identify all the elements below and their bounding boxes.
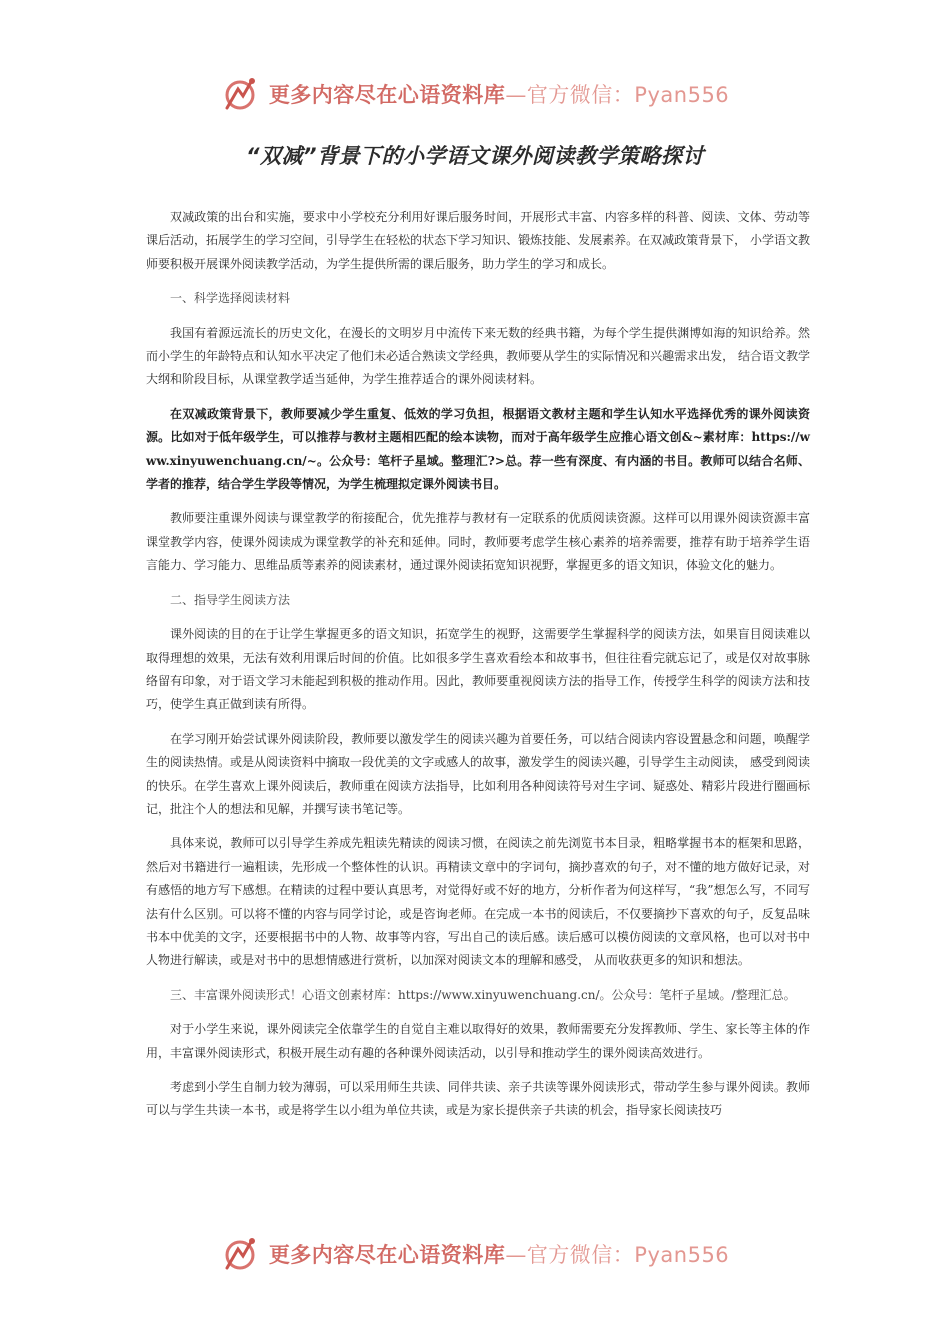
- section-heading: 一、科学选择阅读材料: [170, 291, 291, 306]
- paragraph: 对于小学生来说，课外阅读完全依靠学生的自觉自主难以取得好的效果，教师需要充分发挥教师、学生、家长等主体的作用，丰富课外阅读形式，积极开展生动有趣的各种课外阅读活动，以引导和推动学生的课外阅读高效进行。: [146, 1022, 810, 1060]
- paragraph: 双减政策的出台和实施，要求中小学校充分利用好课后服务时间，开展形式丰富、内容多样的科普、阅读、文体、劳动等课后活动，拓展学生的学习空间，引导学生在轻松的状态下学习知识、锻炼技能、发展素养。在双减政策背景下， 小学语文教师要积极开展课外阅读教学活动，为学生提供所需的课后服务，助力学生的学习和成长。: [146, 210, 810, 271]
- document-body: [146, 206, 810, 1134]
- brand-logo-icon: [221, 74, 263, 114]
- header-banner: [0, 74, 950, 114]
- paragraph: 教师要注重课外阅读与课堂教学的衔接配合，优先推荐与教材有一定联系的优质阅读资源。这样可以用课外阅读资源丰富课堂教学内容，使课外阅读成为课堂教学的补充和延伸。同时，教师要考虑学生核心素养的培养需要，推荐有助于培养学生语言能力、学习能力、思维品质等素养的阅读素材，通过课外阅读拓宽知识视野，掌握更多的语文知识，体验文化的魅力。: [146, 511, 810, 573]
- brand-logo-icon: [221, 1234, 263, 1274]
- footer-banner: [0, 1234, 950, 1274]
- section-heading: 二、指导学生阅读方法: [170, 592, 291, 607]
- paragraph: 课外阅读的目的在于让学生掌握更多的语文知识，拓宽学生的视野，这需要学生掌握科学的阅读方法，如果盲目阅读难以取得理想的效果，无法有效利用课后时间的价值。比如很多学生喜欢看绘本和故事书，但往往看完就忘记了，或是仅对故事脉络留有印象，对于语文学习未能起到积极的推动作用。因此，教师要重视阅读方法的指导工作，传授学生科学的阅读方法和技巧，使学生真正做到读有所得。: [146, 627, 810, 712]
- banner-text: 更多内容尽在心语资料库—官方微信：Pyan556: [268, 83, 730, 107]
- paragraph: 具体来说，教师可以引导学生养成先粗读先精读的阅读习惯，在阅读之前先浏览书本目录，粗略掌握书本的框架和思路，然后对书籍进行一遍粗读，先形成一个整体性的认识。再精读文章中的字词句，摘抄喜欢的句子，对不懂的地方做好记录，对有感悟的地方写下感想。在精读的过程中要认真思考，对觉得好或不好的地方，分析作者为何这样写，“我”想怎么写，不同写法有什么区别。可以将不懂的内容与同学讨论，或是咨询老师。在完成一本书的阅读后，不仅要摘抄下喜欢的句子，反复品味书本中优美的文字，还要根据书中的人物、故事等内容，写出自己的读后感。读后感可以模仿阅读的文章风格，也可以对书中人物进行解读，或是对书中的思想情感进行赏析，以加深对阅读文本的理解和感受， 从而收获更多的知识和想法。: [146, 836, 810, 968]
- paragraph: 在学习刚开始尝试课外阅读阶段，教师要以激发学生的阅读兴趣为首要任务，可以结合阅读内容设置悬念和问题，唤醒学生的阅读热情。或是从阅读资料中摘取一段优美的文字或感人的故事，激发学生的阅读兴趣，引导学生主动阅读， 感受到阅读的快乐。在学生喜欢上课外阅读后，教师重在阅读方法指导，比如利用各种阅读符号对生字词、疑惑处、精彩片段进行圈画标记，批注个人的想法和见解，并撰写读书笔记等。: [146, 731, 810, 816]
- paragraph: 我国有着源远流长的历史文化，在漫长的文明岁月中流传下来无数的经典书籍，为每个学生提供渊博如海的知识给养。然而小学生的年龄特点和认知水平决定了他们未必适合熟读文学经典，教师要从学生的实际情况和兴趣需求出发， 结合语文教学大纲和阶段目标，从课堂教学适当延伸，为学生推荐适合的课外阅读材料。: [146, 325, 810, 387]
- section-heading: 三、丰富课外阅读形式！心语文创素材库：https://www.xinyuwenchuang.cn/。公众号：笔杆子星域。/整理汇总。: [170, 987, 796, 1002]
- paragraph: 考虑到小学生自制力较为薄弱，可以采用师生共读、同伴共读、亲子共读等课外阅读形式，带动学生参与课外阅读。教师可以与学生共读一本书，或是将学生以小组为单位共读，或是为家长提供亲子共读的机会，指导家长阅读技巧: [146, 1080, 810, 1118]
- document-title: “双减”背景下的小学语文课外阅读教学策略探讨: [245, 144, 705, 168]
- banner-text: 更多内容尽在心语资料库—官方微信：Pyan556: [268, 1243, 730, 1267]
- paragraph: 在双减政策背景下，教师要减少学生重复、低效的学习负担，根据语文教材主题和学生认知水平选择优秀的课外阅读资源。比如对于低年级学生，可以推荐与教材主题相匹配的绘本读物，而对于高年级学生应推心语文创&~素材库：https://www.xinyuwenchuang.cn/~。公众号：笔杆子星域。整理汇?>总。荐一些有深度、有内涵的书目。教师可以结合名师、学者的推荐，结合学生学段等情况，为学生梳理拟定课外阅读书目。: [146, 406, 810, 492]
